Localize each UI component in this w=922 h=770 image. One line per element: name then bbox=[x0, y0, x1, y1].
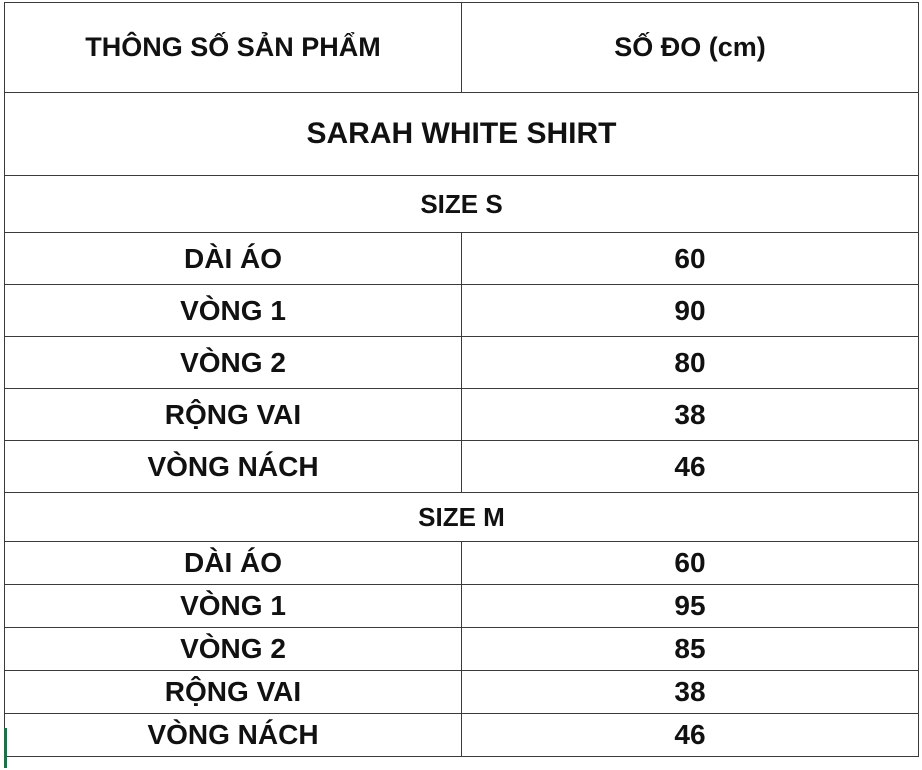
header-row bbox=[5, 3, 919, 93]
measurement-value-cell[interactable]: 90 bbox=[462, 285, 919, 337]
table-row bbox=[5, 585, 919, 628]
measurement-name-cell[interactable]: VÒNG 1 bbox=[5, 585, 462, 628]
table-row bbox=[5, 628, 919, 671]
measurement-value-cell[interactable]: 60 bbox=[462, 542, 919, 585]
table-row bbox=[5, 441, 919, 493]
measurement-name-cell[interactable]: DÀI ÁO bbox=[5, 542, 462, 585]
measurement-value-cell[interactable]: 38 bbox=[462, 671, 919, 714]
measurement-name-cell[interactable]: VÒNG 1 bbox=[5, 285, 462, 337]
product-name-cell[interactable]: SARAH WHITE SHIRT bbox=[5, 93, 919, 176]
measurement-value-cell[interactable]: 46 bbox=[462, 441, 919, 493]
size-section-row bbox=[5, 493, 919, 542]
table-row bbox=[5, 337, 919, 389]
table-row bbox=[5, 389, 919, 441]
header-spec-cell[interactable]: THÔNG SỐ SẢN PHẨM bbox=[5, 3, 462, 93]
measurement-value-cell[interactable]: 85 bbox=[462, 628, 919, 671]
product-row bbox=[5, 93, 919, 176]
table-row bbox=[5, 233, 919, 285]
header-measure-cell[interactable]: SỐ ĐO (cm) bbox=[462, 3, 919, 93]
measurement-value-cell[interactable]: 38 bbox=[462, 389, 919, 441]
measurement-name-cell[interactable]: VÒNG 2 bbox=[5, 628, 462, 671]
measurement-name-cell[interactable]: DÀI ÁO bbox=[5, 233, 462, 285]
measurement-name-cell[interactable]: RỘNG VAI bbox=[5, 671, 462, 714]
size-section-row bbox=[5, 176, 919, 233]
table-row bbox=[5, 714, 919, 757]
measurement-value-cell[interactable]: 95 bbox=[462, 585, 919, 628]
measurement-value-cell[interactable]: 46 bbox=[462, 714, 919, 757]
size-label-cell[interactable]: SIZE S bbox=[5, 176, 919, 233]
measurement-name-cell[interactable]: VÒNG 2 bbox=[5, 337, 462, 389]
size-chart-table bbox=[4, 2, 919, 757]
size-label-cell[interactable]: SIZE M bbox=[5, 493, 919, 542]
measurement-name-cell[interactable]: VÒNG NÁCH bbox=[5, 441, 462, 493]
measurement-name-cell[interactable]: VÒNG NÁCH bbox=[5, 714, 462, 757]
measurement-name-cell[interactable]: RỘNG VAI bbox=[5, 389, 462, 441]
measurement-value-cell[interactable]: 80 bbox=[462, 337, 919, 389]
cell-selection-marker bbox=[4, 728, 7, 768]
table-row bbox=[5, 285, 919, 337]
table-row bbox=[5, 671, 919, 714]
measurement-value-cell[interactable]: 60 bbox=[462, 233, 919, 285]
table-row bbox=[5, 542, 919, 585]
